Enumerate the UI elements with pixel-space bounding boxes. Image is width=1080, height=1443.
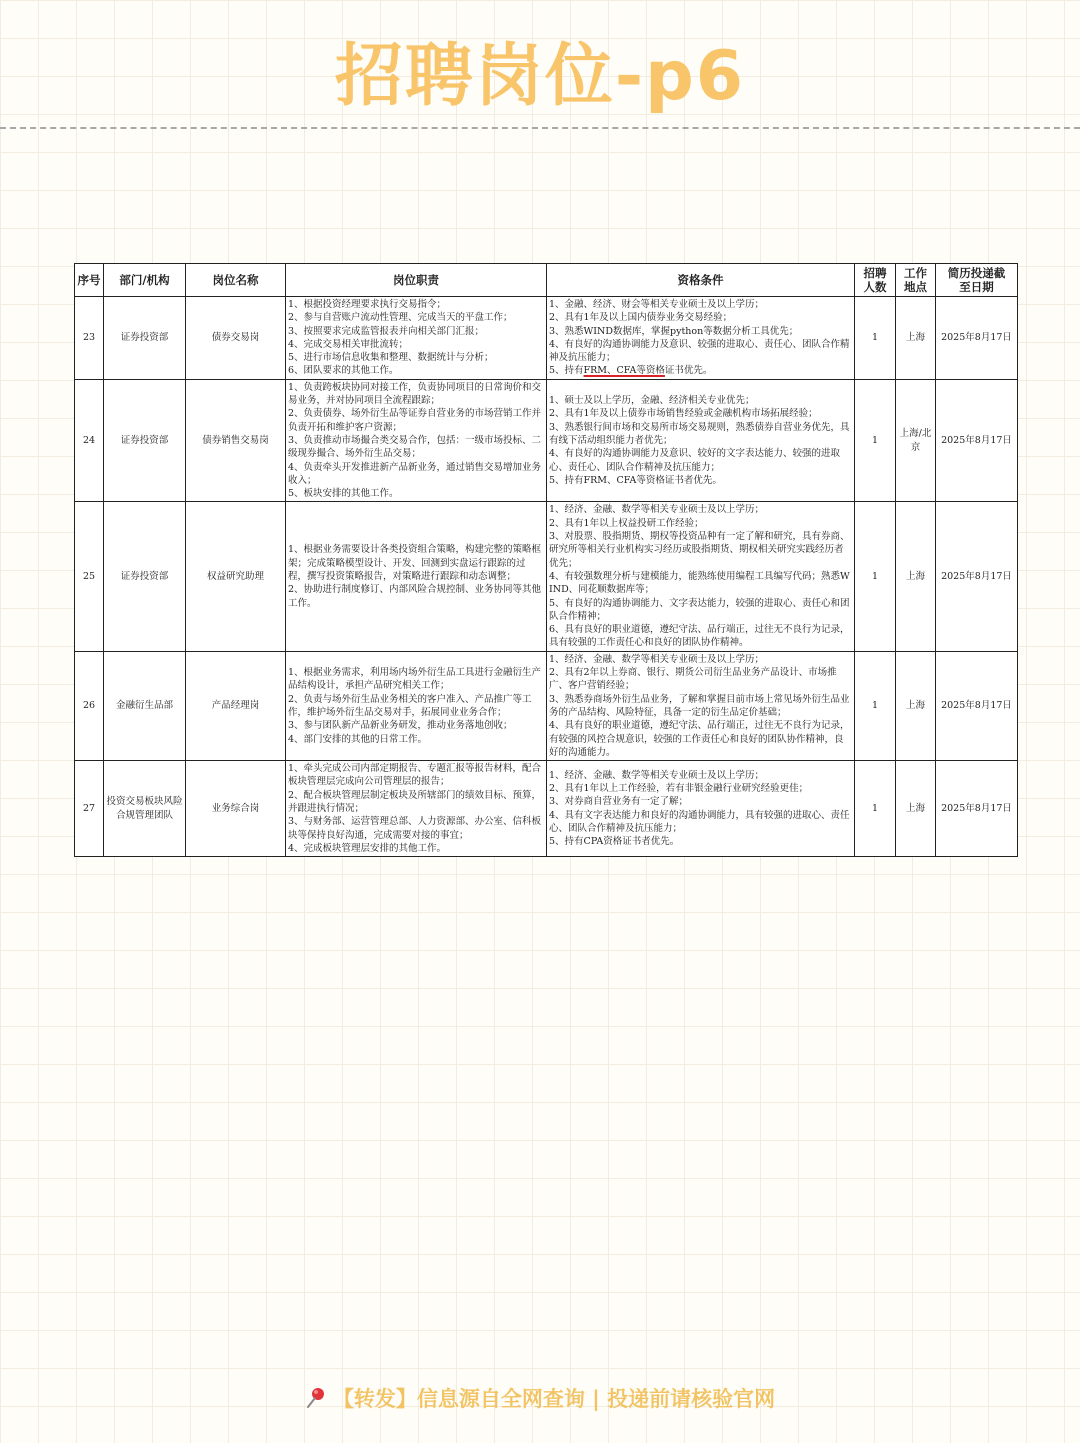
cell-duties: 1、根据业务需求，利用场内场外衍生品工具进行金融衍生产品结构设计，承担产品研究相关工作； 2、负责与场外衍生品业务相关的客户准入、产品推广等工作，维护场外衍生品交易对手，拓展同业业务合作； 3、参与团队新产品新业务研发，推动业务落地创收； 4、部门安排的其他的日常工作。 <box>286 651 547 760</box>
table-row <box>75 379 1018 502</box>
cell-location: 上海 <box>896 761 936 857</box>
footer-text: 【转发】信息源自全网查询 | 投递前请核验官网 <box>332 1387 776 1411</box>
cell-no: 26 <box>75 651 104 760</box>
footer-notice <box>0 1383 1080 1413</box>
cell-position: 业务综合岗 <box>186 761 286 857</box>
dashed-divider <box>0 127 1080 129</box>
cell-quals: 1、经济、金融、数学等相关专业硕士及以上学历； 2、具有1年以上权益投研工作经验； 3、对股票、股指期货、期权等投资品种有一定了解和研究，具有券商、研究所等相关行业机构实习经历或股指期货、期权相关研究实践经历者优先； 4、有较强数理分析与建模能力，能熟练使用编程工具编写代码；熟悉WIND、同花顺数据库等； 5、有良好的沟通协调能力、文字表达能力，较强的进取心、责任心和团队合作精神； 6、具有良好的职业道德，遵纪守法、品行端正，过往无不良行为记录，具有较强的工作责任心和良好的团队协作精神。 <box>547 502 855 651</box>
header-quals: 资格条件 <box>547 264 855 297</box>
table-row <box>75 297 1018 380</box>
cell-deadline: 2025年8月17日 <box>936 761 1018 857</box>
cell-position: 产品经理岗 <box>186 651 286 760</box>
cell-count: 1 <box>855 379 896 502</box>
cell-location: 上海/北京 <box>896 379 936 502</box>
table-row <box>75 651 1018 760</box>
cell-duties: 1、根据业务需要设计各类投资组合策略，构建完整的策略框架；完成策略模型设计、开发、回测到实盘运行跟踪的过程，撰写投资策略报告，对策略进行跟踪和动态调整； 2、协助进行制度修订、内部风险合规控制、业务协同等其他工作。 <box>286 502 547 651</box>
cell-dept: 投资交易板块风险合规管理团队 <box>104 761 186 857</box>
cell-count: 1 <box>855 502 896 651</box>
cell-duties: 1、根据投资经理要求执行交易指令； 2、参与自营账户流动性管理、完成当天的平盘工作； 3、按照要求完成监管报表并向相关部门汇报； 4、完成交易相关审批流转； 5、进行市场信息收集和整理、数据统计与分析； 6、团队要求的其他工作。 <box>286 297 547 380</box>
cell-deadline: 2025年8月17日 <box>936 297 1018 380</box>
cell-position: 债券交易岗 <box>186 297 286 380</box>
highlighted-certification: FRM、CFA等资格 <box>583 365 665 377</box>
cell-no: 23 <box>75 297 104 380</box>
pushpin-icon <box>305 1387 327 1409</box>
table-row <box>75 502 1018 651</box>
cell-location: 上海 <box>896 502 936 651</box>
header-location: 工作 地点 <box>896 264 936 297</box>
cell-count: 1 <box>855 297 896 380</box>
cell-location: 上海 <box>896 651 936 760</box>
job-table <box>74 263 1018 857</box>
table-row <box>75 761 1018 857</box>
header-position: 岗位名称 <box>186 264 286 297</box>
cell-no: 27 <box>75 761 104 857</box>
cell-dept: 证券投资部 <box>104 379 186 502</box>
header-no: 序号 <box>75 264 104 297</box>
cell-dept: 证券投资部 <box>104 297 186 380</box>
cell-count: 1 <box>855 761 896 857</box>
cell-quals: 1、经济、金融、数学等相关专业硕士及以上学历； 2、具有2年以上券商、银行、期货公司衍生品业务产品设计、市场推广、客户营销经验； 3、熟悉券商场外衍生品业务，了解和掌握目前市场上常见场外衍生品业务的产品结构、风险特征，具备一定的衍生品定价基础； 4、具有良好的职业道德，遵纪守法、品行端正，过往无不良行为记录，有较强的风控合规意识，较强的工作责任心和良好的团队协作精神，良好的沟通能力。 <box>547 651 855 760</box>
header-deadline: 简历投递截 至日期 <box>936 264 1018 297</box>
cell-no: 24 <box>75 379 104 502</box>
cell-quals: 1、经济、金融、数学等相关专业硕士及以上学历； 2、具有1年以上工作经验，若有非银金融行业研究经验更佳； 3、对券商自营业务有一定了解； 4、具有文字表达能力和良好的沟通协调能力，具有较强的进取心、责任心、团队合作精神及抗压能力； 5、持有CPA资格证书者优先。 <box>547 761 855 857</box>
cell-quals: 1、金融、经济、财会等相关专业硕士及以上学历； 2、具有1年及以上国内债券业务交易经验； 3、熟悉WIND数据库，掌握python等数据分析工具优先； 4、有良好的沟通协调能力及意识、较强的进取心、责任心、团队合作精神及抗压能力； 5、持有FRM、CFA等资格证书优先。 <box>547 297 855 380</box>
cell-location: 上海 <box>896 297 936 380</box>
header-dept: 部门/机构 <box>104 264 186 297</box>
cell-position: 债券销售交易岗 <box>186 379 286 502</box>
cell-deadline: 2025年8月17日 <box>936 379 1018 502</box>
header-count: 招聘 人数 <box>855 264 896 297</box>
cell-dept: 金融衍生品部 <box>104 651 186 760</box>
page-title: 招聘岗位-p6 <box>334 37 746 116</box>
cell-quals: 1、硕士及以上学历，金融、经济相关专业优先； 2、具有1年及以上债券市场销售经验或金融机构市场拓展经验； 3、熟悉银行间市场和交易所市场交易规则，熟悉债券自营业务优先，具有线下活动组织能力者优先； 4、有良好的沟通协调能力及意识、较好的文字表达能力、较强的进取心、责任心、团队合作精神及抗压能力； 5、持有FRM、CFA等资格证书者优先。 <box>547 379 855 502</box>
cell-no: 25 <box>75 502 104 651</box>
cell-deadline: 2025年8月17日 <box>936 502 1018 651</box>
cell-duties: 1、牵头完成公司内部定期报告、专题汇报等报告材料，配合板块管理层完成向公司管理层的报告； 2、配合板块管理层制定板块及所辖部门的绩效目标、预算，并跟进执行情况； 3、与财务部、运营管理总部、人力资源部、办公室、信科板块等保持良好沟通，完成需要对接的事宜； 4、完成板块管理层安排的其他工作。 <box>286 761 547 857</box>
cell-count: 1 <box>855 651 896 760</box>
cell-position: 权益研究助理 <box>186 502 286 651</box>
cell-duties: 1、负责跨板块协同对接工作，负责协同项目的日常询价和交易业务，并对协同项目全流程跟踪； 2、负责债券、场外衍生品等证券自营业务的市场营销工作并负责开拓和维护客户资源； 3、负责推动市场撮合类交易合作，包括：一级市场投标、二级现券撮合、场外衍生品交易； 4、负责牵头开发推进新产品新业务，通过销售交易增加业务收入； 5、板块安排的其他工作。 <box>286 379 547 502</box>
header-duties: 岗位职责 <box>286 264 547 297</box>
cell-dept: 证券投资部 <box>104 502 186 651</box>
table-header-row <box>75 264 1018 297</box>
cell-deadline: 2025年8月17日 <box>936 651 1018 760</box>
